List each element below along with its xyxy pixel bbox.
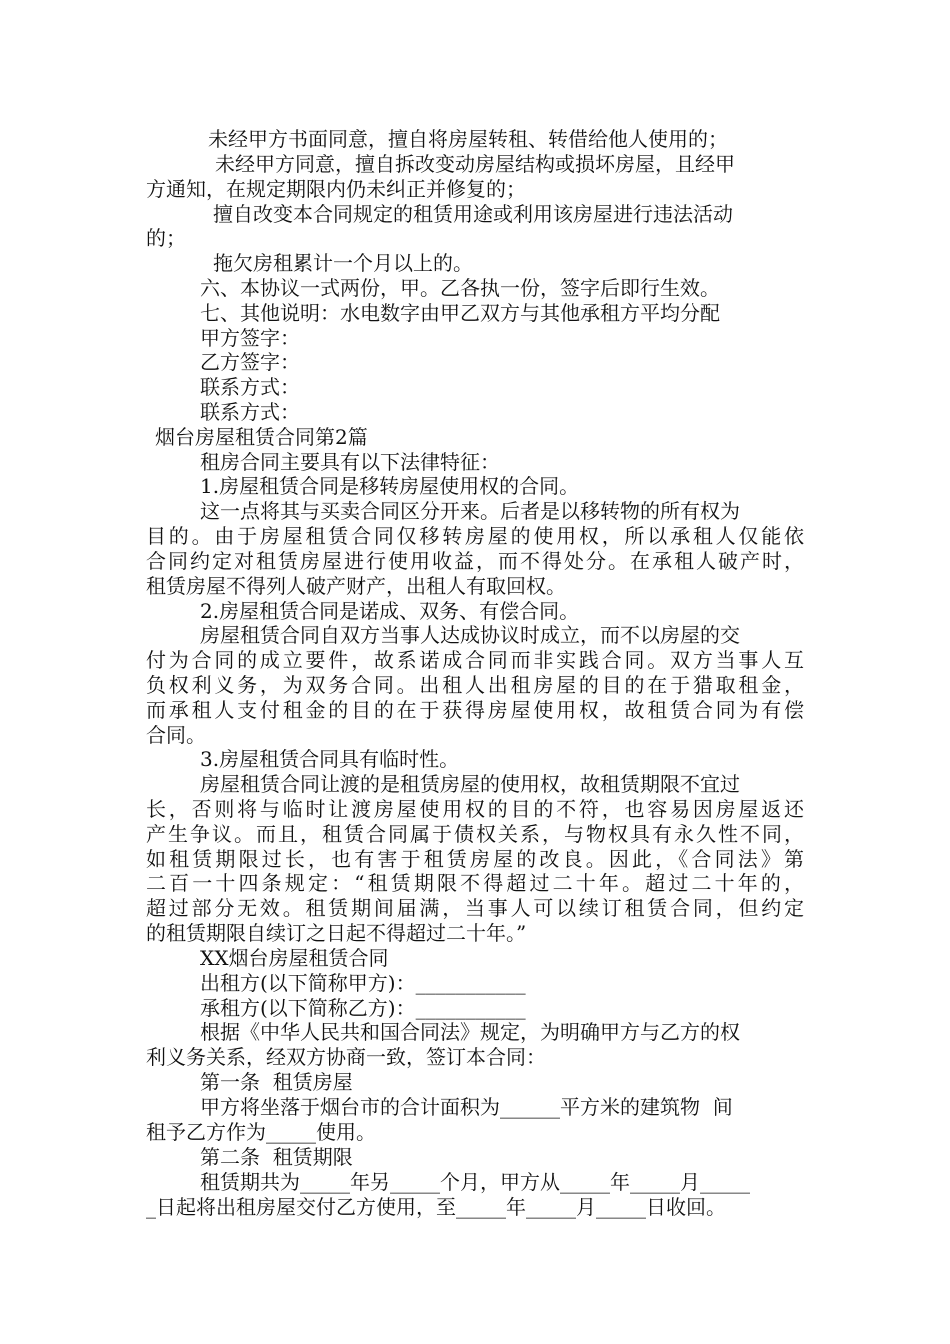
text-line: 合同。: [146, 723, 206, 747]
text-line: 未经甲方同意，擅自拆改变动房屋结构或损坏房屋，且经甲: [215, 152, 735, 176]
lessor-field: 出租方(以下简称甲方)：___________: [200, 971, 526, 995]
text-line: 目的。由于房屋租赁合同仅移转房屋的使用权，所以承租人仅能依: [146, 524, 804, 548]
text-line: _日起将出租房屋交付乙方使用，至_____年_____月_____日收回。: [146, 1195, 726, 1219]
text-line: 房屋租赁合同自双方当事人达成协议时成立，而不以房屋的交: [200, 623, 740, 647]
text-line: 1.房屋租赁合同是移转房屋使用权的合同。: [200, 474, 580, 498]
signature-label: 甲方签字：: [200, 326, 300, 350]
text-line: 拖欠房租累计一个月以上的。: [213, 251, 473, 275]
text-line: 3.房屋租赁合同具有临时性。: [200, 747, 460, 771]
text-line: 方通知，在规定期限内仍未纠正并修复的；: [146, 177, 526, 201]
text-line: 租房合同主要具有以下法律特征：: [200, 450, 500, 474]
section-title: XX烟台房屋租赁合同: [200, 946, 389, 970]
text-line: 2.房屋租赁合同是诺成、双务、有偿合同。: [200, 599, 580, 623]
text-line: 合同约定对租赁房屋进行使用收益，而不得处分。在承租人破产时，: [146, 549, 804, 573]
text-line: 擅自改变本合同规定的租赁用途或利用该房屋进行违法活动: [213, 202, 733, 226]
section-title: 烟台房屋租赁合同第2篇: [155, 425, 368, 449]
text-line: 二百一十四条规定：“租赁期限不得超过二十年。超过二十年的，: [146, 871, 804, 895]
text-line: 租赁期共为_____年另_____个月，甲方从_____年_____月_____: [200, 1170, 750, 1194]
text-line: 的；: [146, 226, 186, 250]
text-line: 超过部分无效。租赁期间届满，当事人可以续订租赁合同，但约定: [146, 896, 804, 920]
contact-label: 联系方式：: [200, 375, 300, 399]
contact-label: 联系方式：: [200, 400, 300, 424]
text-line: 租予乙方作为_____使用。: [146, 1120, 376, 1144]
text-line: 的租赁期限自续订之日起不得超过二十年。”: [146, 921, 527, 945]
text-line: 六、本协议一式两份，甲。乙各执一份，签字后即行生效。: [200, 276, 720, 300]
text-line: 这一点将其与买卖合同区分开来。后者是以移转物的所有权为: [200, 499, 740, 523]
text-line: 甲方将坐落于烟台市的合计面积为______平方米的建筑物 间: [200, 1095, 733, 1119]
text-line: 七、其他说明：水电数字由甲乙双方与其他承租方平均分配: [200, 301, 720, 325]
text-line: 根据《中华人民共和国合同法》规定，为明确甲方与乙方的权: [200, 1020, 740, 1044]
text-line: 而承租人支付租金的目的在于获得房屋使用权，故租赁合同为有偿: [146, 698, 804, 722]
article-heading: 第一条 租赁房屋: [200, 1070, 353, 1094]
text-line: 租赁房屋不得列人破产财产，出租人有取回权。: [146, 574, 566, 598]
lessee-field: 承租方(以下简称乙方)：___________: [200, 996, 526, 1020]
text-line: 利义务关系，经双方协商一致，签订本合同：: [146, 1045, 546, 1069]
text-line: 付为合同的成立要件，故系诺成合同而非实践合同。双方当事人互: [146, 648, 804, 672]
signature-label: 乙方签字：: [200, 350, 300, 374]
text-line: 产生争议。而且，租赁合同属于债权关系，与物权具有永久性不同，: [146, 822, 804, 846]
text-line: 房屋租赁合同让渡的是租赁房屋的使用权，故租赁期限不宜过: [200, 772, 740, 796]
text-line: 长，否则将与临时让渡房屋使用权的目的不符，也容易因房屋返还: [146, 797, 804, 821]
text-line: 未经甲方书面同意，擅自将房屋转租、转借给他人使用的；: [208, 127, 728, 151]
text-line: 负权利义务，为双务合同。出租人出租房屋的目的在于猎取租金，: [146, 673, 804, 697]
text-line: 如租赁期限过长，也有害于租赁房屋的改良。因此，《合同法》第: [146, 847, 804, 871]
article-heading: 第二条 租赁期限: [200, 1145, 353, 1169]
